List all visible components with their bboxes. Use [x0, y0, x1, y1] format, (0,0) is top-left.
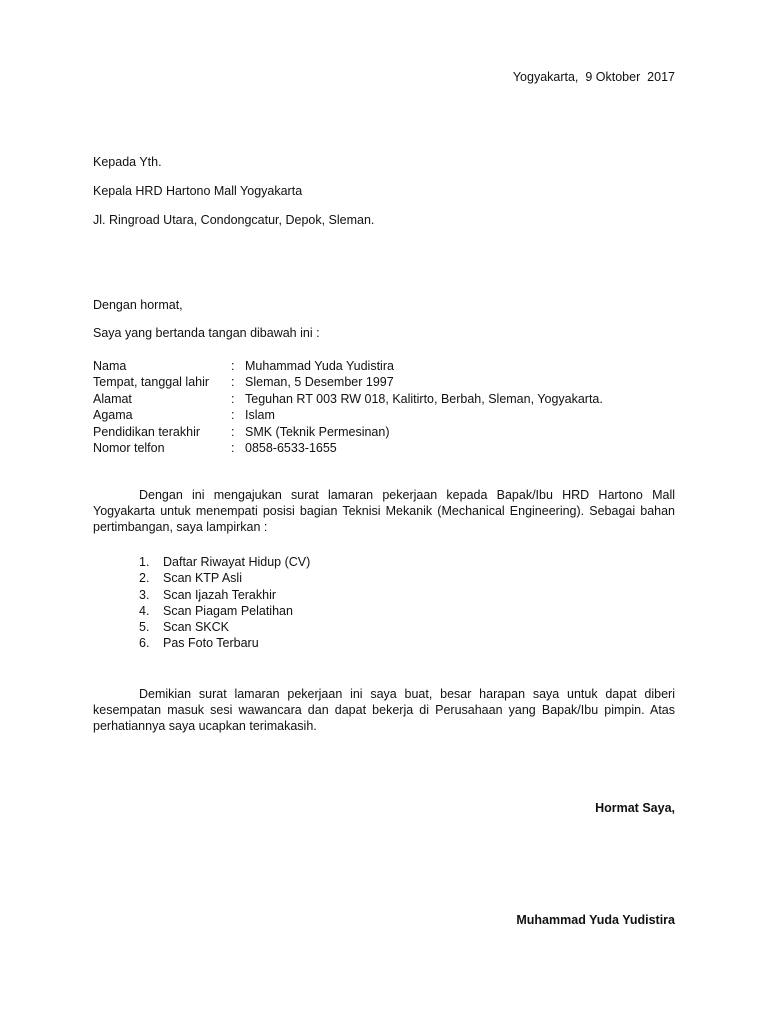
list-text: Daftar Riwayat Hidup (CV): [163, 555, 311, 569]
identity-colon: :: [231, 375, 235, 390]
list-item: [139, 603, 310, 619]
list-item: [139, 587, 310, 603]
closing-greeting: Hormat Saya,: [595, 801, 675, 815]
identity-row: [93, 358, 653, 374]
identity-label: Agama: [93, 408, 133, 423]
list-text: Scan Piagam Pelatihan: [163, 603, 293, 618]
identity-value: Teguhan RT 003 RW 018, Kalitirto, Berbah, Sleman, Yogyakarta.: [245, 391, 603, 406]
application-paragraph: Dengan ini mengajukan surat lamaran pekerjaan kepada Bapak/Ibu HRD Hartono Mall Yogyakarta untuk menempati posisi bagian Teknisi Mekanik (Mechanical Engineering). Sebagai bahan pertimbangan, saya lampirkan :: [93, 488, 675, 534]
recipient-block: [93, 154, 374, 241]
identity-row: [93, 391, 653, 407]
identity-value: Muhammad Yuda Yudistira: [245, 359, 394, 373]
list-number: 1.: [139, 555, 150, 569]
identity-colon: :: [231, 359, 235, 373]
identity-label: Alamat: [93, 391, 132, 406]
list-number: 6.: [139, 636, 150, 651]
identity-table: [93, 358, 653, 456]
letter-date: Yogyakarta, 9 Oktober 2017: [512, 70, 675, 84]
list-number: 2.: [139, 571, 150, 586]
attachment-list: [139, 554, 310, 652]
identity-value: 0858-6533-1655: [245, 440, 337, 455]
identity-value: Islam: [245, 408, 275, 423]
recipient-address: Jl. Ringroad Utara, Condongcatur, Depok, Sleman.: [93, 213, 375, 227]
intro-sentence: Saya yang bertanda tangan dibawah ini :: [93, 326, 320, 340]
identity-colon: :: [231, 408, 235, 423]
list-text: Scan SKCK: [163, 620, 230, 635]
list-text: Pas Foto Terbaru: [163, 636, 259, 651]
identity-value: SMK (Teknik Permesinan): [245, 424, 390, 439]
list-text: Scan Ijazah Terakhir: [163, 587, 277, 602]
list-number: 4.: [139, 603, 150, 618]
identity-row: [93, 424, 653, 440]
list-number: 3.: [139, 587, 150, 602]
identity-label: Nomor telfon: [93, 440, 165, 455]
closing-paragraph: Demikian surat lamaran pekerjaan ini saya buat, besar harapan saya untuk dapat diberi kesempatan masuk sesi wawancara dan dapat bekerja di Perusahaan yang Bapak/Ibu pimpin. Atas perhatiannya saya ucapkan terimakasih.: [93, 687, 675, 733]
list-item: [139, 554, 310, 570]
recipient-greeting: Kepada Yth.: [93, 155, 162, 169]
list-number: 5.: [139, 620, 150, 635]
salutation: Dengan hormat,: [93, 298, 183, 312]
identity-colon: :: [231, 391, 235, 406]
list-item: [139, 619, 310, 635]
identity-value: Sleman, 5 Desember 1997: [245, 375, 394, 390]
identity-label: Pendidikan terakhir: [93, 424, 201, 439]
identity-label: Tempat, tanggal lahir: [93, 375, 210, 390]
identity-label: Nama: [93, 359, 127, 373]
signer-name: Muhammad Yuda Yudistira: [516, 913, 675, 927]
identity-row: [93, 440, 653, 456]
identity-colon: :: [231, 440, 235, 455]
list-item: [139, 570, 310, 586]
recipient-title: Kepala HRD Hartono Mall Yogyakarta: [93, 184, 303, 198]
identity-row: [93, 407, 653, 423]
identity-colon: :: [231, 424, 235, 439]
identity-row: [93, 374, 653, 390]
list-item: [139, 635, 310, 651]
list-text: Scan KTP Asli: [163, 571, 242, 586]
